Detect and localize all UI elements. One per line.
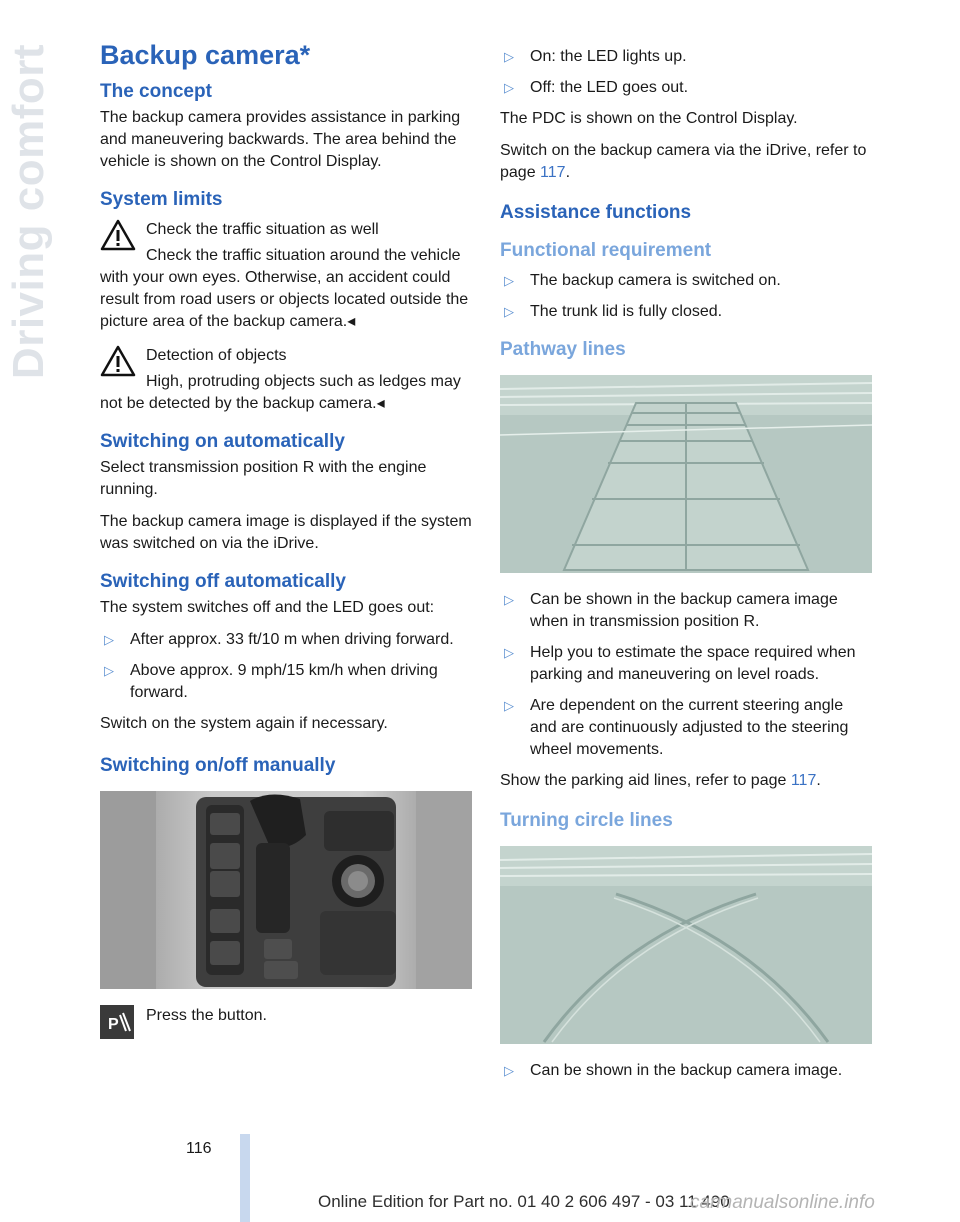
bullet-triangle-icon: ▷ [504,645,514,660]
turning-circle-heading: Turning circle lines [500,810,673,831]
page-number: 116 [186,1140,212,1157]
list-item: ▷ The backup camera is switched on. [500,270,874,292]
parking-assist-button-icon [100,1005,134,1039]
right-column [500,40,874,1091]
concept-heading: The concept [100,81,212,102]
warning-triangle-icon [100,219,136,251]
bullet-triangle-icon: ▷ [504,592,514,607]
warning-detection-text: High, protruding objects such as ledges may not be detected by the backup camera.◂ [100,373,461,412]
list-item: ▷ Off: the LED goes out. [500,77,874,99]
list-item: ▷ Are dependent on the current steering angle and are continuously adjusted to the steering wheel movements. [504,697,849,758]
switch-idrive-text: Switch on the backup camera via the iDrive, refer to page 117. [500,142,867,181]
switch-on-auto-text-2: The backup camera image is displayed if the system was switched on via the iDrive. [100,513,472,552]
pathway-lines-heading: Pathway lines [500,339,626,360]
page-link[interactable]: 117 [540,164,566,181]
bullet-triangle-icon: ▷ [504,304,514,319]
bullet-triangle-icon: ▷ [504,1063,514,1078]
warning-traffic-title: Check the traffic situation as well [146,221,379,238]
list-item: ▷ After approx. 33 ft/10 m when driving forward. [100,629,472,651]
list-item: ▷ Help you to estimate the space required when parking and maneuvering on level roads. [504,644,856,683]
list-item: ▷ The trunk lid is fully closed. [500,301,874,323]
bullet-triangle-icon: ▷ [104,632,114,647]
side-chapter-title: Driving comfort [4,44,53,380]
left-column [100,40,472,1041]
center-console-image [100,791,472,989]
switch-on-auto-heading: Switching on automatically [100,431,345,452]
warning-triangle-icon [100,345,136,377]
page-link[interactable]: 117 [790,772,817,789]
warning-traffic-text: Check the traffic situation around the vehicle with your own eyes. Otherwise, an accident could result from road users or objects located outside the picture area of the backup camera.◂ [100,247,469,330]
watermark: carmanualsonline.info [690,1192,875,1213]
switch-off-auto-list [100,629,472,704]
footer-accent-bar [240,1134,250,1222]
pathway-lines-image [500,375,872,573]
list-item: ▷ Can be shown in the backup camera image when in transmission position R. [504,591,838,630]
press-button-note [100,1005,472,1041]
list-item: ▷ On: the LED lights up. [500,46,874,68]
assistance-heading: Assistance functions [500,202,692,223]
warning-detection-title: Detection of objects [146,347,287,364]
edition-footer: Online Edition for Part no. 01 40 2 606 497 - 03 11 490 [318,1192,730,1211]
page-title: Backup camera* [100,40,311,70]
switch-on-auto-text-1: Select transmission position R with the engine running. [100,459,427,498]
warning-detection [100,345,472,415]
switch-off-auto-intro: The system switches off and the LED goes out: [100,599,435,616]
list-item: ▷ Can be shown in the backup camera image. [500,1060,874,1082]
bullet-triangle-icon: ▷ [504,49,514,64]
pathway-lines-list [500,589,874,761]
manual-heading: Switching on/off manually [100,755,336,776]
bullet-triangle-icon: ▷ [504,80,514,95]
bullet-triangle-icon: ▷ [504,698,514,713]
warning-traffic [100,219,472,333]
parking-aid-text: Show the parking aid lines, refer to page 117. [500,772,821,789]
concept-text: The backup camera provides assistance in parking and maneuvering backwards. The area behind the vehicle is shown on the Control Display. [100,109,461,170]
bullet-triangle-icon: ▷ [504,273,514,288]
system-limits-heading: System limits [100,189,223,210]
list-item: ▷ Above approx. 9 mph/15 km/h when driving forward. [104,662,438,701]
pdc-text: The PDC is shown on the Control Display. [500,110,798,127]
bullet-triangle-icon: ▷ [104,663,114,678]
turning-circle-list [500,1060,874,1082]
switch-off-auto-heading: Switching off automatically [100,571,346,592]
functional-requirement-heading: Functional requirement [500,240,712,261]
press-button-text: Press the button. [146,1007,267,1024]
functional-requirement-list [500,270,874,323]
led-status-list [500,46,874,99]
svg-text:P: P [108,1016,119,1033]
turning-circle-lines-image [500,846,872,1044]
switch-off-auto-outro: Switch on the system again if necessary. [100,715,388,732]
